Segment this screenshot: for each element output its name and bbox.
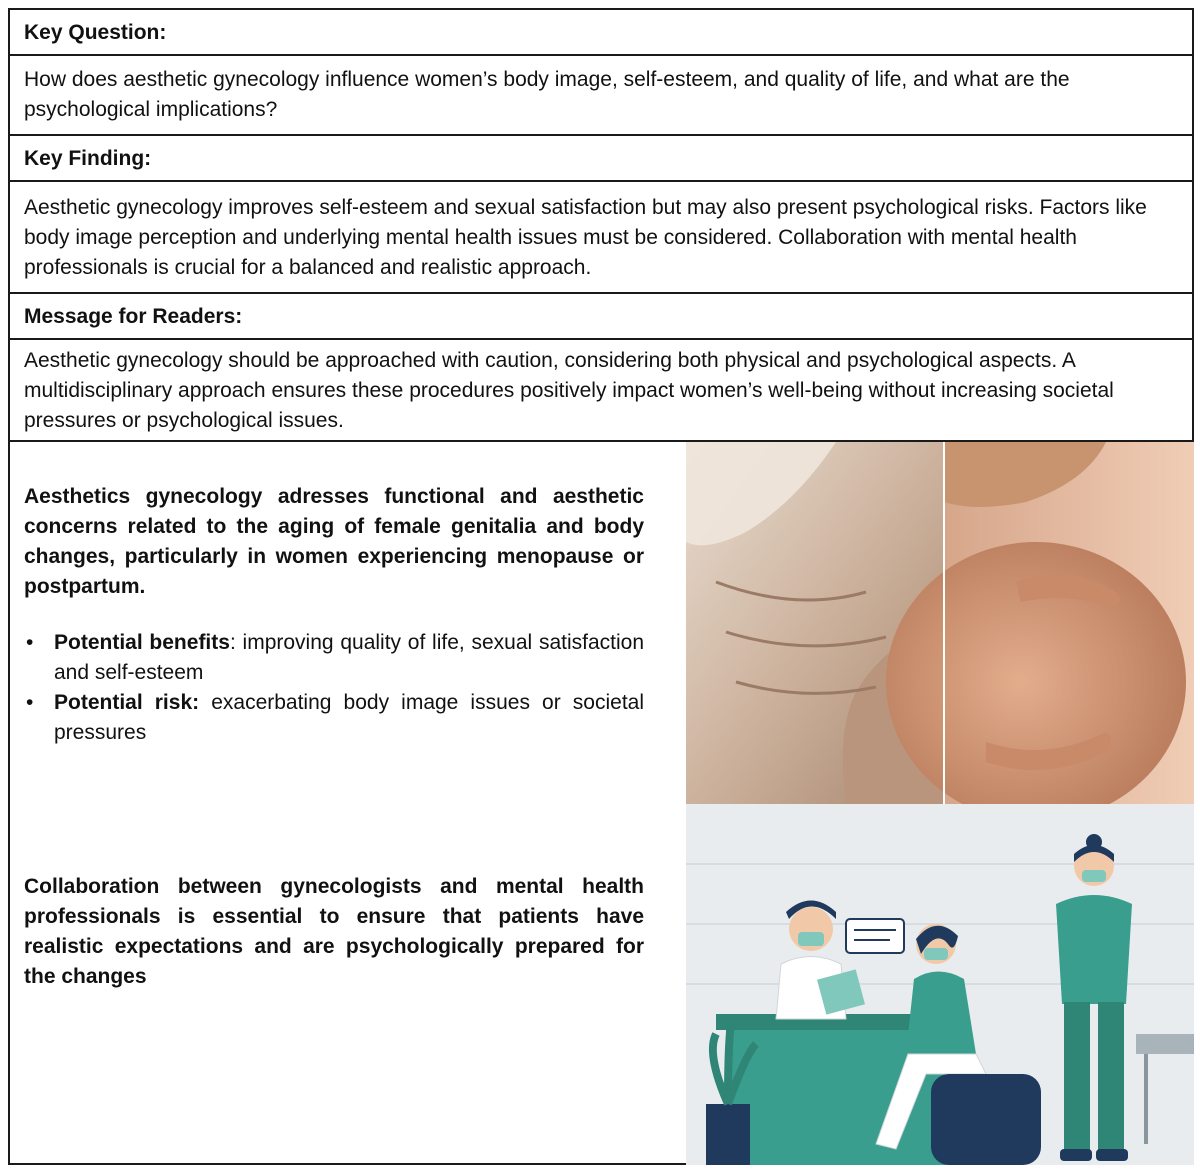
nurse-scrubs	[1056, 895, 1132, 1004]
key-question-text: How does aesthetic gynecology influence women’s body image, self-esteem, and quality of life, and what are the psychological implications?	[10, 56, 1192, 136]
intro-paragraph: Aesthetics gynecology adresses functional and aesthetic concerns related to the aging of female genitalia and body changes, particularly in women experiencing menopause or postpartum.	[24, 485, 644, 598]
benefit-risk-list	[24, 628, 644, 748]
collaboration-paragraph: Collaboration between gynecologists and mental health professionals is essential to ensure that patients have realistic expectations and are psychologically prepared for the changes	[24, 875, 644, 988]
speech-bubble	[846, 919, 904, 953]
list-item	[24, 688, 644, 748]
consultation-illustration	[686, 804, 1194, 1165]
aging-pregnancy-photo	[686, 442, 1194, 804]
key-question-heading: Key Question:	[10, 10, 1192, 56]
message-text: Aesthetic gynecology should be approached with caution, considering both physical and psychological aspects. A multidisciplinary approach ensures these procedures positively impact women’s well-being without increasing societal pressures or psychological issues.	[10, 340, 1192, 442]
benefits-text: : improving quality of life, sexual satisfaction and self-esteem	[54, 631, 644, 684]
risk-text: exacerbating body image issues or societal pressures	[54, 691, 644, 744]
summary-frame	[8, 8, 1194, 1165]
plant-pot	[706, 1104, 750, 1165]
key-finding-text: Aesthetic gynecology improves self-esteem and sexual satisfaction but may also present psychological risks. Factors like body image perception and underlying mental health issues must be considered. Collaboration with mental health professionals is crucial for a balanced and realistic approach.	[10, 182, 1192, 294]
list-item	[24, 628, 644, 688]
risk-label: Potential risk:	[54, 691, 200, 714]
message-heading: Message for Readers:	[10, 294, 1192, 340]
benefits-label: Potential benefits	[54, 631, 230, 654]
lower-panel	[10, 442, 1192, 1165]
bed	[1136, 1034, 1194, 1054]
chair	[931, 1074, 1041, 1165]
key-finding-heading: Key Finding:	[10, 136, 1192, 182]
